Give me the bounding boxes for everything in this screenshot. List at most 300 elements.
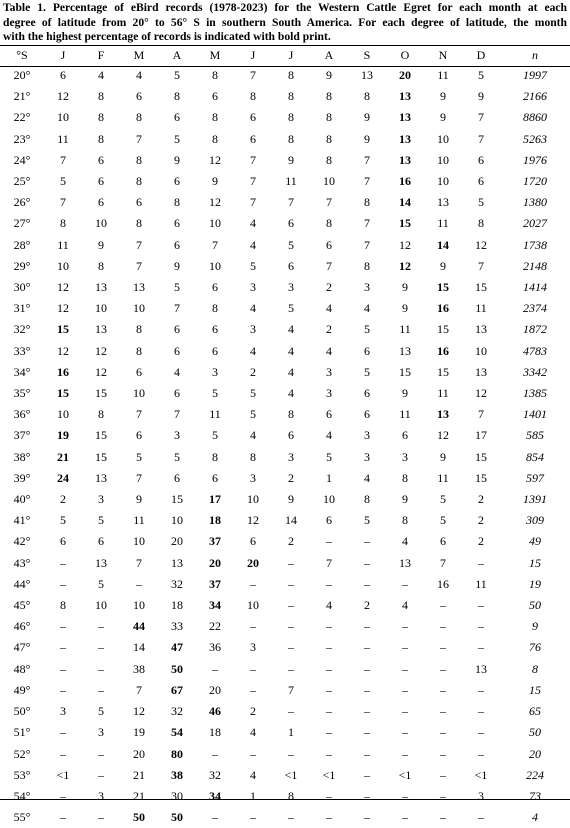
value-cell-jul: <1 [284,767,298,782]
value-cell-jun: 3 [250,280,256,295]
value-cell-jan: 10 [57,110,69,125]
value-cell-sep: 8 [364,89,370,104]
value-cell-feb: – [98,619,104,634]
value-cell-apr: 6 [174,110,180,125]
header-jun: J [250,47,256,62]
value-cell-nov: – [440,767,446,782]
value-cell-mar: 8 [136,322,142,337]
value-cell-aug: – [326,682,332,697]
value-cell-oct: – [402,619,408,634]
value-cell-dec: 17 [475,428,487,443]
value-cell-dec: 12 [475,386,487,401]
value-cell-feb: – [98,682,104,697]
value-cell-apr: 6 [174,470,180,485]
value-cell-may: 37 [209,534,221,549]
header-dec: D [476,47,486,62]
value-cell-jan: 11 [57,131,69,146]
value-cell-oct: 16 [399,174,411,189]
value-cell-mar: – [136,576,142,591]
value-cell-oct: 4 [402,534,408,549]
value-cell-sep: – [364,704,370,719]
value-cell-jun: 20 [247,555,259,570]
value-cell-sep: 7 [364,152,370,167]
value-cell-may: – [212,746,218,761]
value-cell-mar: 6 [136,428,142,443]
value-cell-jan: – [60,555,66,570]
value-cell-mar: 10 [133,534,145,549]
value-cell-sep: 8 [364,492,370,507]
value-cell-dec: 12 [475,237,487,252]
value-cell-oct: 15 [399,216,411,231]
value-cell-jul: 6 [288,216,294,231]
sample-size-cell: 9 [532,619,538,634]
value-cell-jul: 1 [288,725,294,740]
sample-size-cell: 224 [526,767,544,782]
header-sep: S [363,47,371,62]
value-cell-jun: 7 [250,152,256,167]
latitude-cell: 54° [13,788,31,803]
table-row [0,383,570,404]
value-cell-jun: 2 [250,364,256,379]
latitude-cell: 30° [13,280,31,295]
table-row [0,680,570,701]
value-cell-may: 8 [212,131,218,146]
sample-size-cell: 1401 [523,407,547,422]
value-cell-apr: 5 [174,280,180,295]
value-cell-jan: 12 [57,89,69,104]
table-row [0,65,570,86]
latitude-cell: 44° [13,576,31,591]
value-cell-aug: – [326,640,332,655]
value-cell-feb: – [98,767,104,782]
value-cell-may: 8 [212,110,218,125]
value-cell-jul: – [288,704,294,719]
value-cell-jan: 5 [60,513,66,528]
value-cell-may: 20 [209,682,221,697]
sample-size-cell: 2166 [523,89,547,104]
value-cell-jan: 15 [57,322,69,337]
sample-size-cell: 309 [526,513,544,528]
latitude-cell: 40° [13,492,31,507]
value-cell-oct: 6 [402,428,408,443]
latitude-cell: 23° [13,131,31,146]
latitude-cell: 50° [13,704,31,719]
latitude-cell: 41° [13,513,31,528]
value-cell-jul: – [288,640,294,655]
value-cell-oct: 8 [402,470,408,485]
table-row [0,489,570,510]
value-cell-aug: – [326,725,332,740]
latitude-cell: 29° [13,258,31,273]
value-cell-nov: 9 [440,89,446,104]
value-cell-dec: 2 [478,534,484,549]
value-cell-dec: 11 [475,301,487,316]
sample-size-cell: 73 [529,788,541,803]
value-cell-nov: 12 [437,428,449,443]
value-cell-may: 32 [209,767,221,782]
value-cell-jul: 2 [288,534,294,549]
latitude-cell: 28° [13,237,31,252]
value-cell-aug: 6 [326,407,332,422]
value-cell-aug: 3 [326,364,332,379]
table-row [0,553,570,574]
value-cell-feb: – [98,661,104,676]
table-row [0,574,570,595]
value-cell-jul: 8 [288,110,294,125]
value-cell-apr: 6 [174,216,180,231]
caption-line-3: with the highest percentage of records is indicated with bold print. [3,30,331,43]
value-cell-jan: 12 [57,280,69,295]
value-cell-oct: 9 [402,386,408,401]
value-cell-apr: 32 [171,576,183,591]
value-cell-may: 18 [209,725,221,740]
value-cell-jul: 9 [288,492,294,507]
value-cell-nov: – [440,640,446,655]
value-cell-apr: 6 [174,237,180,252]
sample-size-cell: 15 [529,682,541,697]
value-cell-feb: 6 [98,195,104,210]
value-cell-apr: 13 [171,555,183,570]
value-cell-aug: 10 [323,174,335,189]
value-cell-sep: – [364,619,370,634]
latitude-cell: 35° [13,386,31,401]
value-cell-may: 6 [212,343,218,358]
sample-size-cell: 1720 [523,174,547,189]
value-cell-dec: 3 [478,788,484,803]
value-cell-apr: 32 [171,704,183,719]
value-cell-apr: 9 [174,258,180,273]
value-cell-jan: 8 [60,216,66,231]
table-row [0,192,570,213]
value-cell-jul: 4 [288,343,294,358]
value-cell-sep: 3 [364,428,370,443]
value-cell-jan: – [60,640,66,655]
value-cell-jun: 5 [250,258,256,273]
table-row [0,765,570,786]
table-row [0,150,570,171]
value-cell-nov: – [440,810,446,825]
value-cell-jan: – [60,619,66,634]
value-cell-jan: – [60,682,66,697]
value-cell-apr: 4 [174,364,180,379]
value-cell-mar: 6 [136,364,142,379]
value-cell-aug: 4 [326,428,332,443]
value-cell-nov: – [440,661,446,676]
value-cell-feb: 9 [98,237,104,252]
value-cell-sep: 3 [364,280,370,295]
value-cell-aug: 8 [326,131,332,146]
value-cell-nov: 13 [437,195,449,210]
value-cell-aug: – [326,810,332,825]
header-n: n [532,47,538,62]
value-cell-feb: 13 [95,280,107,295]
sample-size-cell: 1414 [523,280,547,295]
value-cell-dec: 8 [478,216,484,231]
table-row [0,659,570,680]
value-cell-dec: – [478,555,484,570]
value-cell-oct: 14 [399,195,411,210]
value-cell-may: 5 [212,386,218,401]
value-cell-mar: 21 [133,788,145,803]
value-cell-jun: 4 [250,343,256,358]
value-cell-jul: 4 [288,386,294,401]
sample-size-cell: 1997 [523,68,547,82]
value-cell-may: – [212,810,218,825]
value-cell-jan: 10 [57,258,69,273]
value-cell-oct: – [402,746,408,761]
header-apr: A [172,47,182,62]
value-cell-jan: 24 [57,470,69,485]
sample-size-cell: 8 [532,661,538,676]
value-cell-feb: 6 [98,174,104,189]
sample-size-cell: 1391 [523,492,547,507]
value-cell-jul: 8 [288,68,294,82]
value-cell-feb: 12 [95,343,107,358]
value-cell-may: 11 [209,407,221,422]
value-cell-jan: – [60,576,66,591]
value-cell-jan: 19 [57,428,69,443]
value-cell-aug: <1 [322,767,336,782]
value-cell-mar: 8 [136,343,142,358]
value-cell-aug: 7 [326,258,332,273]
value-cell-feb: – [98,810,104,825]
value-cell-mar: 10 [133,301,145,316]
value-cell-mar: 7 [136,407,142,422]
value-cell-sep: 5 [364,513,370,528]
sample-size-cell: 4 [532,810,538,825]
value-cell-feb: 13 [95,470,107,485]
value-cell-dec: – [478,598,484,613]
latitude-cell: 37° [13,428,31,443]
value-cell-feb: 8 [98,89,104,104]
value-cell-mar: 8 [136,216,142,231]
value-cell-nov: 14 [437,237,449,252]
value-cell-jan: 11 [57,237,69,252]
value-cell-mar: 7 [136,470,142,485]
value-cell-apr: 3 [174,428,180,443]
latitude-cell: 21° [13,89,31,104]
value-cell-jun: 3 [250,322,256,337]
value-cell-apr: 6 [174,343,180,358]
table-row [0,468,570,489]
value-cell-apr: 47 [171,640,183,655]
table-row [0,595,570,616]
value-cell-nov: 9 [440,449,446,464]
sample-size-cell: 65 [529,704,541,719]
header-latitude: °S [16,47,28,62]
value-cell-jun: 7 [250,174,256,189]
sample-size-cell: 19 [529,576,541,591]
latitude-cell: 51° [13,725,31,740]
value-cell-apr: 50 [171,810,183,825]
latitude-cell: 26° [13,195,31,210]
value-cell-jun: 7 [250,68,256,82]
value-cell-dec: – [478,810,484,825]
value-cell-nov: 11 [437,68,449,82]
table-row [0,701,570,722]
value-cell-apr: 18 [171,598,183,613]
value-cell-jul: 11 [285,174,297,189]
value-cell-aug: 6 [326,513,332,528]
value-cell-nov: – [440,788,446,803]
value-cell-jun: 4 [250,725,256,740]
value-cell-sep: – [364,788,370,803]
value-cell-nov: 16 [437,301,449,316]
value-cell-jun: 3 [250,470,256,485]
table-row [0,319,570,340]
value-cell-jun: 5 [250,386,256,401]
latitude-cell: 24° [13,152,31,167]
value-cell-nov: 11 [437,216,449,231]
value-cell-jul: 8 [288,788,294,803]
value-cell-aug: – [326,619,332,634]
value-cell-nov: 11 [437,470,449,485]
value-cell-sep: 3 [364,449,370,464]
value-cell-jul: 5 [288,301,294,316]
value-cell-dec: 15 [475,449,487,464]
value-cell-jul: 4 [288,364,294,379]
value-cell-apr: 8 [174,89,180,104]
value-cell-oct: 13 [399,343,411,358]
value-cell-feb: 3 [98,725,104,740]
value-cell-dec: 7 [478,258,484,273]
value-cell-jul: – [288,555,294,570]
value-cell-feb: 6 [98,534,104,549]
value-cell-nov: 5 [440,513,446,528]
value-cell-may: 6 [212,89,218,104]
sample-size-cell: 8860 [523,110,547,125]
value-cell-jul: – [288,810,294,825]
value-cell-jul: 8 [288,131,294,146]
value-cell-jul: 5 [288,237,294,252]
value-cell-mar: 9 [136,492,142,507]
value-cell-sep: – [364,767,370,782]
sample-size-cell: 3342 [523,364,547,379]
value-cell-sep: 8 [364,195,370,210]
value-cell-nov: 6 [440,534,446,549]
sample-size-cell: 585 [526,428,544,443]
value-cell-may: – [212,661,218,676]
latitude-cell: 22° [13,110,31,125]
value-cell-jan: – [60,788,66,803]
value-cell-jun: 6 [250,110,256,125]
value-cell-mar: 4 [136,68,142,82]
sample-size-cell: 50 [529,725,541,740]
value-cell-oct: – [402,810,408,825]
value-cell-jan: 6 [60,534,66,549]
value-cell-jul: – [288,746,294,761]
value-cell-aug: – [326,661,332,676]
value-cell-dec: – [478,725,484,740]
value-cell-dec: 5 [478,195,484,210]
value-cell-sep: 9 [364,110,370,125]
value-cell-apr: 8 [174,195,180,210]
value-cell-nov: 10 [437,174,449,189]
caption-line-1: Table 1. Percentage of eBird records (1978-2023) for the Western Cattle Egret for each month at each [3,1,567,14]
value-cell-sep: 5 [364,322,370,337]
value-cell-feb: 15 [95,386,107,401]
value-cell-mar: 7 [136,131,142,146]
value-cell-nov: 10 [437,152,449,167]
value-cell-dec: – [478,619,484,634]
value-cell-jun: – [250,576,256,591]
value-cell-jul: 9 [288,152,294,167]
value-cell-jan: 12 [57,301,69,316]
value-cell-feb: 5 [98,704,104,719]
value-cell-sep: – [364,810,370,825]
table-row [0,722,570,743]
value-cell-oct: 11 [399,322,411,337]
value-cell-jul: – [288,619,294,634]
value-cell-apr: 33 [171,619,183,634]
value-cell-sep: 7 [364,237,370,252]
value-cell-aug: 6 [326,237,332,252]
value-cell-jan: 21 [57,449,69,464]
value-cell-sep: 6 [364,407,370,422]
value-cell-jan: 6 [60,68,66,82]
value-cell-apr: 5 [174,449,180,464]
value-cell-may: 36 [209,640,221,655]
value-cell-nov: 11 [437,386,449,401]
value-cell-oct: 3 [402,449,408,464]
value-cell-aug: 7 [326,555,332,570]
value-cell-mar: 8 [136,110,142,125]
value-cell-oct: 13 [399,131,411,146]
value-cell-nov: 15 [437,322,449,337]
value-cell-jun: 3 [250,640,256,655]
value-cell-jun: – [250,661,256,676]
value-cell-jun: – [250,810,256,825]
value-cell-sep: 13 [361,68,373,82]
value-cell-mar: 10 [133,598,145,613]
value-cell-aug: 3 [326,386,332,401]
value-cell-may: 3 [212,364,218,379]
value-cell-dec: – [478,682,484,697]
value-cell-sep: – [364,534,370,549]
sample-size-cell: 2374 [523,301,547,316]
value-cell-mar: 19 [133,725,145,740]
value-cell-jan: <1 [56,767,70,782]
value-cell-sep: 7 [364,174,370,189]
value-cell-aug: 8 [326,216,332,231]
value-cell-apr: 5 [174,131,180,146]
table-row [0,510,570,531]
value-cell-dec: 9 [478,89,484,104]
value-cell-nov: 9 [440,258,446,273]
value-cell-aug: – [326,576,332,591]
latitude-cell: 42° [13,534,31,549]
value-cell-oct: 13 [399,555,411,570]
value-cell-sep: – [364,746,370,761]
value-cell-feb: 10 [95,216,107,231]
value-cell-jun: 10 [247,492,259,507]
latitude-cell: 43° [13,555,31,570]
value-cell-jun: 1 [250,788,256,803]
latitude-cell: 46° [13,619,31,634]
table-caption [3,1,567,45]
value-cell-jan: 15 [57,386,69,401]
header-feb: F [97,47,105,62]
value-cell-sep: 4 [364,470,370,485]
value-cell-nov: 15 [437,280,449,295]
value-cell-feb: 8 [98,131,104,146]
value-cell-may: 7 [212,237,218,252]
value-cell-mar: 7 [136,258,142,273]
value-cell-may: 18 [209,513,221,528]
header-aug: A [324,47,334,62]
sample-size-cell: 1872 [523,322,547,337]
value-cell-sep: 6 [364,343,370,358]
